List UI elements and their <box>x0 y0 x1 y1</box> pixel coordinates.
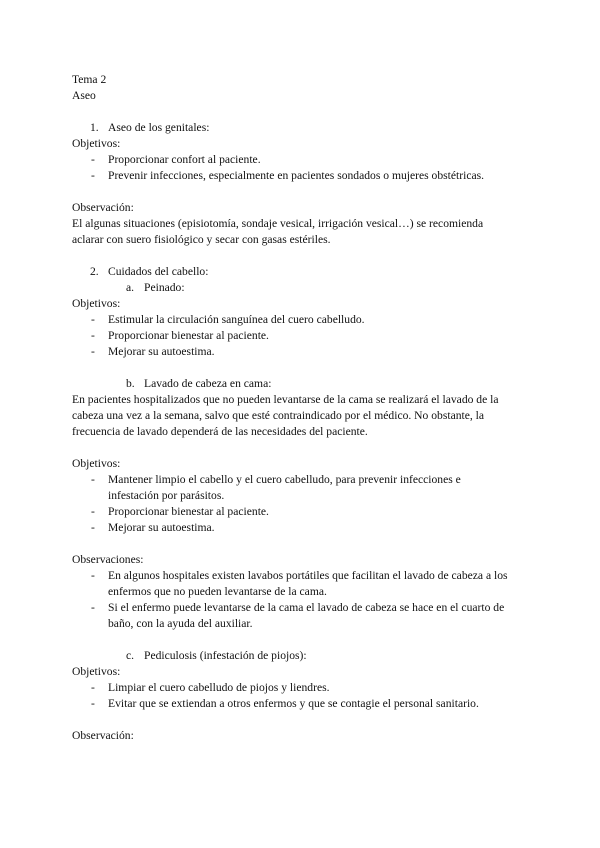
subsection-heading: Peinado: <box>144 281 185 294</box>
bullet-text: baño, con la ayuda del auxiliar. <box>108 617 253 630</box>
objectives-label: Objetivos: <box>72 137 121 150</box>
section-number: 2. <box>90 265 99 278</box>
paragraph-line: frecuencia de lavado dependerá de las necesidades del paciente. <box>72 425 368 438</box>
bullet-text: Evitar que se extiendan a otros enfermos y que se contagie el personal sanitario. <box>108 697 479 710</box>
bullet-text: En algunos hospitales existen lavabos portátiles que facilitan el lavado de cabeza a los <box>108 569 508 582</box>
doc-topic: Tema 2 <box>72 73 107 86</box>
objectives-label: Objetivos: <box>72 297 121 310</box>
paragraph-line: El algunas situaciones (episiotomía, sondaje vesical, irrigación vesical…) se recomienda <box>72 217 484 230</box>
bullet-dash: - <box>91 505 95 518</box>
observation-label: Observación: <box>72 201 134 214</box>
paragraph-line: En pacientes hospitalizados que no pueden levantarse de la cama se realizará el lavado de la <box>72 393 499 406</box>
objectives-label: Objetivos: <box>72 457 121 470</box>
bullet-text: Proporcionar bienestar al paciente. <box>108 505 269 518</box>
bullet-dash: - <box>91 345 95 358</box>
paragraph-line: cabeza una vez a la semana, salvo que esté contraindicado por el médico. No obstante, la <box>72 409 485 422</box>
subsection-heading: Pediculosis (infestación de piojos): <box>144 649 307 662</box>
bullet-dash: - <box>91 601 95 614</box>
section-heading: Aseo de los genitales: <box>108 121 210 134</box>
bullet-text: Estimular la circulación sanguínea del cuero cabelludo. <box>108 313 365 326</box>
bullet-text: Proporcionar bienestar al paciente. <box>108 329 269 342</box>
bullet-text: infestación por parásitos. <box>108 489 225 502</box>
bullet-dash: - <box>91 521 95 534</box>
subsection-heading: Lavado de cabeza en cama: <box>144 377 272 390</box>
bullet-dash: - <box>91 313 95 326</box>
subsection-letter: c. <box>126 649 135 662</box>
paragraph-line: aclarar con suero fisiológico y secar con gasas estériles. <box>72 233 331 246</box>
bullet-dash: - <box>91 681 95 694</box>
doc-title: Aseo <box>72 89 96 102</box>
bullet-dash: - <box>91 153 95 166</box>
objectives-label: Objetivos: <box>72 665 121 678</box>
section-heading: Cuidados del cabello: <box>108 265 209 278</box>
subsection-letter: a. <box>126 281 135 294</box>
bullet-text: Mejorar su autoestima. <box>108 345 215 358</box>
bullet-text: Proporcionar confort al paciente. <box>108 153 261 166</box>
observations-label: Observaciones: <box>72 553 144 566</box>
bullet-dash: - <box>91 169 95 182</box>
bullet-text: Mantener limpio el cabello y el cuero cabelludo, para prevenir infecciones e <box>108 473 461 486</box>
bullet-dash: - <box>91 473 95 486</box>
bullet-dash: - <box>91 329 95 342</box>
bullet-dash: - <box>91 569 95 582</box>
observation-label: Observación: <box>72 729 134 742</box>
bullet-dash: - <box>91 697 95 710</box>
bullet-text: Mejorar su autoestima. <box>108 521 215 534</box>
bullet-text: enfermos que no pueden levantarse de la cama. <box>108 585 327 598</box>
subsection-letter: b. <box>126 377 135 390</box>
bullet-text: Si el enfermo puede levantarse de la cama el lavado de cabeza se hace en el cuarto de <box>108 601 505 614</box>
bullet-text: Limpiar el cuero cabelludo de piojos y liendres. <box>108 681 330 694</box>
bullet-text: Prevenir infecciones, especialmente en pacientes sondados o mujeres obstétricas. <box>108 169 485 182</box>
section-number: 1. <box>90 121 99 134</box>
